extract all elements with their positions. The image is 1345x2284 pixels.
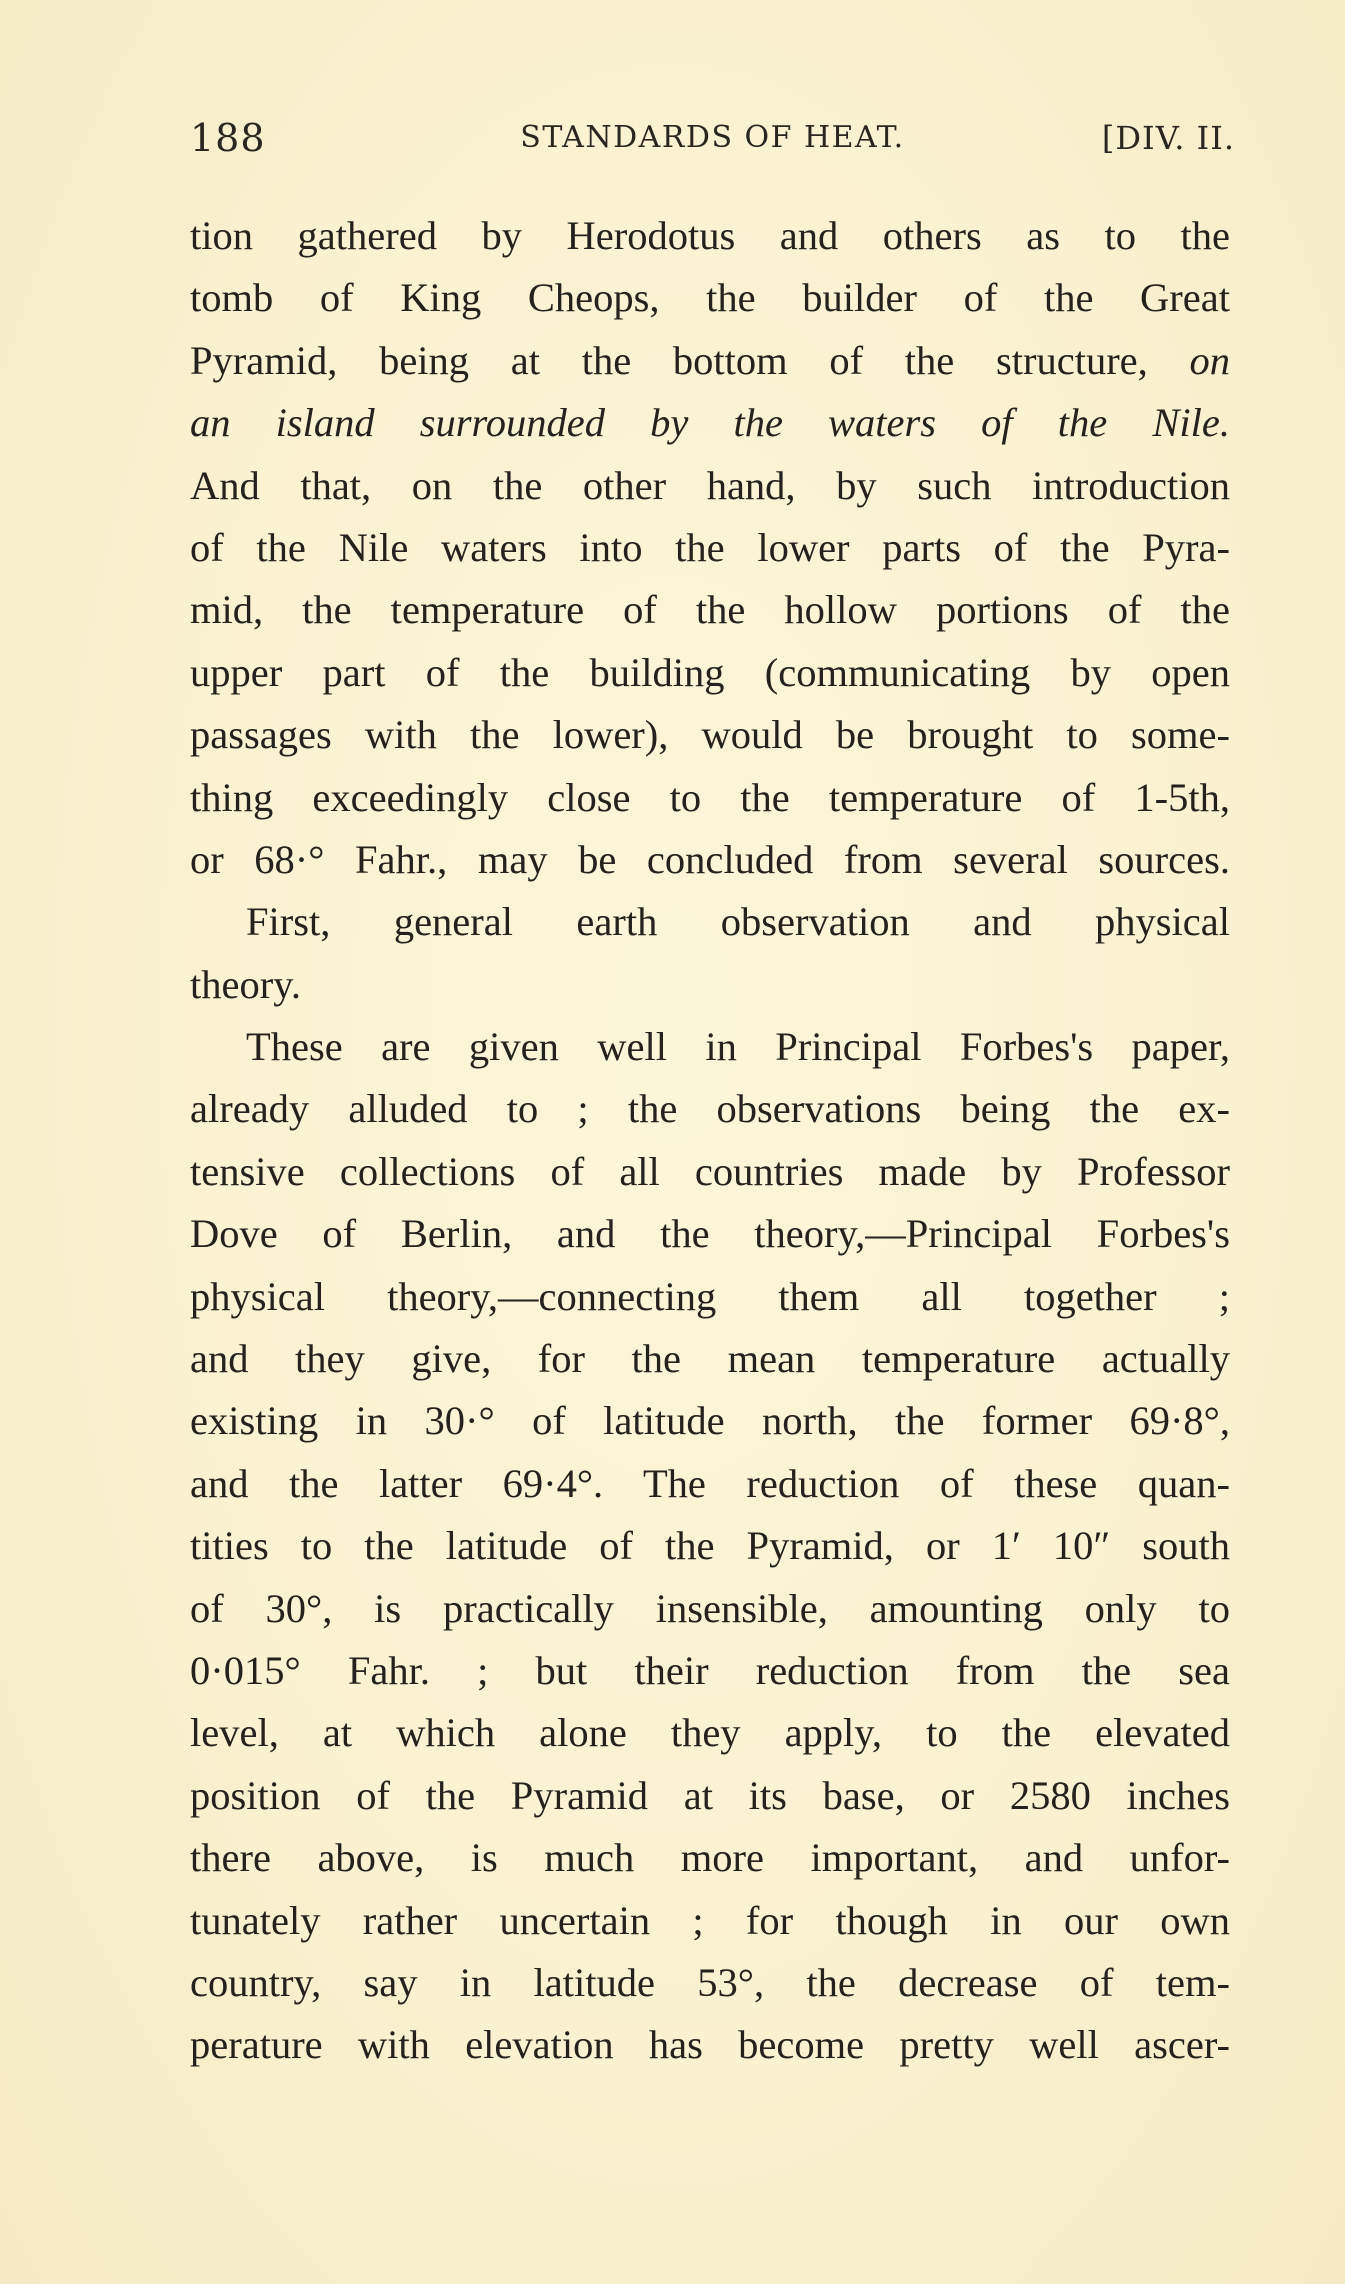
text-line: position of the Pyramid at its base, or 2580 inches [190, 1772, 1230, 1818]
text-line: thing exceedingly close to the temperature of 1-5th, [190, 774, 1230, 820]
text-line: tensive collections of all countries made by Professor [190, 1148, 1230, 1194]
running-title: STANDARDS OF HEAT. [520, 120, 905, 155]
page-number: 188 [190, 116, 266, 160]
text-line: tities to the latitude of the Pyramid, or 1′ 10″ south [190, 1523, 1230, 1569]
text-line [190, 330, 1230, 392]
text-line: tomb of King Cheops, the builder of the Great [190, 275, 1230, 321]
italic-text: on [1189, 337, 1231, 383]
text-line: tunately rather uncertain ; for though in our own [190, 1897, 1230, 1943]
text-line: And that, on the other hand, by such introduction [190, 462, 1230, 508]
text-line: and the latter 69·4°. The reduction of these quan- [190, 1460, 1230, 1506]
text-line: country, say in latitude 53°, the decrease of tem- [190, 1959, 1230, 2005]
text-line: level, at which alone they apply, to the elevated [190, 1710, 1230, 1756]
text-line: already alluded to ; the observations being the ex- [190, 1086, 1230, 1132]
division-label: [DIV. II. [1101, 119, 1235, 157]
text-line [190, 392, 1230, 454]
text-line: of the Nile waters into the lower parts of the Pyra- [190, 524, 1230, 570]
text-line: mid, the temperature of the hollow portions of the [190, 587, 1230, 633]
text-line: Dove of Berlin, and the theory,—Principal Forbes's [190, 1211, 1230, 1257]
text-line: perature with elevation has become pretty well ascer- [190, 2022, 1230, 2068]
paragraph-start-line: First, general earth observation and physical [246, 899, 1230, 945]
text-line: physical theory,—connecting them all together ; [190, 1273, 1230, 1319]
running-head [190, 108, 1235, 168]
text-line: and they give, for the mean temperature actually [190, 1336, 1230, 1382]
text-line: existing in 30·° of latitude north, the former 69·8°, [190, 1398, 1230, 1444]
text-line: upper part of the building (communicating by open [190, 649, 1230, 695]
text-line: there above, is much more important, and unfor- [190, 1835, 1230, 1881]
text-line: or 68·° Fahr., may be concluded from several sources. [190, 836, 1230, 882]
text-line: passages with the lower), would be brought to some- [190, 712, 1230, 758]
text-line: theory. [190, 961, 301, 1007]
paragraph-start-line: These are given well in Principal Forbes's paper, [246, 1024, 1230, 1070]
text-line: of 30°, is practically insensible, amounting only to [190, 1585, 1230, 1631]
text-line: tion gathered by Herodotus and others as to the [190, 213, 1230, 258]
italic-text: an island surrounded by the waters of the Nile. [190, 400, 1230, 446]
text-segment: Pyramid, being at the bottom of the structure, [190, 337, 1148, 383]
text-line: 0·015° Fahr. ; but their reduction from the sea [190, 1647, 1230, 1693]
body-text [190, 205, 1230, 2077]
